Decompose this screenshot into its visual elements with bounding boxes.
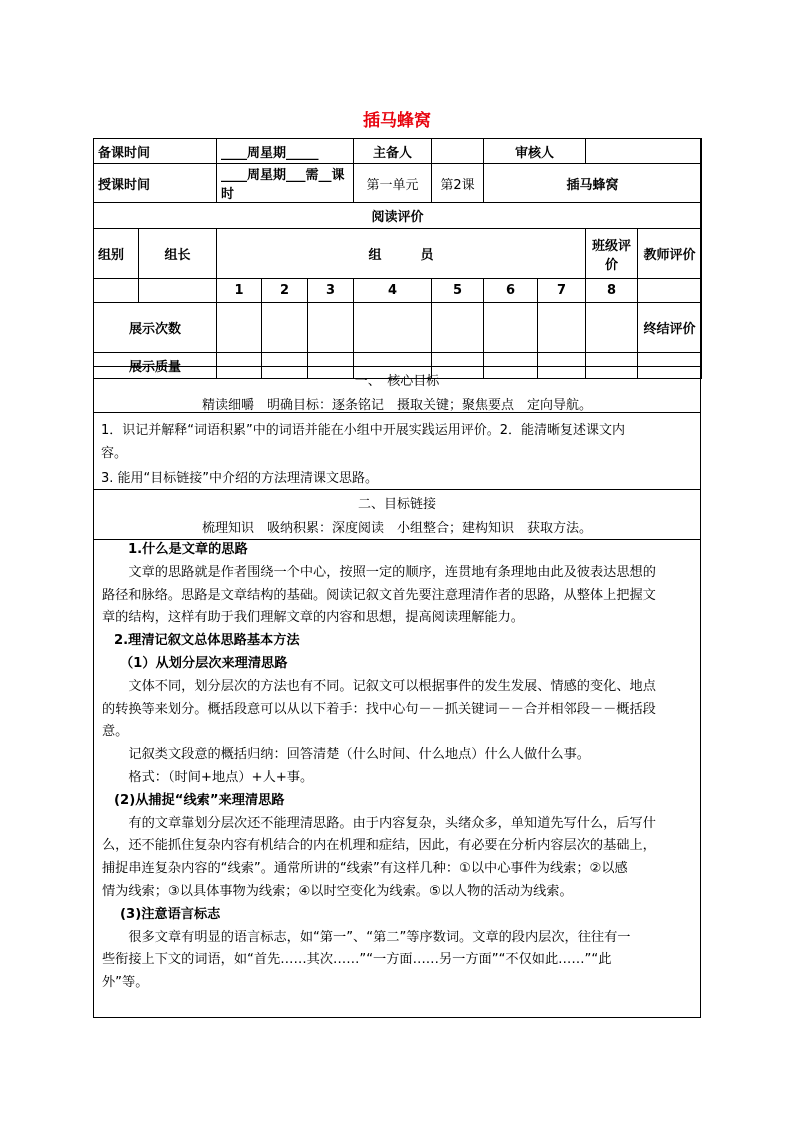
subheading: (2)从捕捉“线索”来理清思路 bbox=[114, 792, 285, 808]
paragraph-line: 情为线索；③以具体事物为线索；④以时空变化为线索。⑤以人物的活动为线索。 bbox=[102, 883, 573, 899]
subheading: 2.理清记叙文总体思路基本方法 bbox=[114, 633, 300, 649]
paragraph-line: 些衔接上下文的词语，如“首先……其次……”“一方面……另一方面”“不仅如此……”“此 bbox=[102, 952, 612, 968]
prep-time-value: ____周星期_____ bbox=[217, 139, 354, 164]
member-number: 7 bbox=[538, 279, 586, 303]
member-number: 3 bbox=[308, 279, 354, 303]
paragraph-line: 有的文章靠划分层次还不能理清思路。由于内容复杂，头绪众多，单知道先写什么，后写什 bbox=[128, 815, 656, 831]
member-number: 2 bbox=[262, 279, 308, 303]
member-number: 8 bbox=[586, 279, 638, 303]
class-eval-label: 班级评价 bbox=[586, 229, 638, 279]
teacher-eval-label: 教师评价 bbox=[638, 229, 702, 279]
section2-body bbox=[102, 539, 692, 995]
paragraph-line: 意。 bbox=[102, 724, 129, 740]
reading-eval-heading: 阅读评价 bbox=[94, 203, 702, 229]
paragraph-line: 的转换等来划分。概括段意可以从以下着手：找中心句－－抓关键词－－合并相邻段－－概括段 bbox=[102, 701, 656, 717]
class-time-label: 授课时间 bbox=[94, 164, 217, 203]
member-number: 4 bbox=[354, 279, 432, 303]
goal-line: 容。 bbox=[101, 446, 128, 461]
paragraph-line: 捕捉串连复杂内容的“线索”。通常所讲的“线索”有这样几种：①以中心事件为线索；②以感 bbox=[102, 861, 628, 877]
goal-line: 1．识记并解释“词语积累”中的词语并能在小组中开展实践运用评价。2．能清晰复述课文内 bbox=[101, 423, 626, 438]
paragraph-line: 文章的思路就是作者围绕一个中心，按照一定的顺序，连贯地有条理地由此及彼表达思想的 bbox=[128, 564, 656, 580]
subheading: （1）从划分层次来理清思路 bbox=[120, 655, 288, 671]
show-count-label: 展示次数 bbox=[94, 303, 217, 353]
paragraph-line: 格式：（时间+地点）+人+事。 bbox=[128, 769, 314, 785]
lesson-number: 第2课 bbox=[432, 164, 484, 203]
section2-heading: 二、目标链接 bbox=[357, 497, 436, 512]
member-number: 5 bbox=[432, 279, 484, 303]
leader-label: 组长 bbox=[139, 229, 217, 279]
subheading: 1.什么是文章的思路 bbox=[128, 542, 248, 557]
section2-subtitle: 梳理知识 吸纳积累：深度阅读 小组整合；建构知识 获取方法。 bbox=[201, 521, 592, 536]
class-time-value: ____周星期___需__课时 bbox=[217, 164, 354, 203]
show-quality-label: 展示质量 bbox=[94, 353, 217, 379]
section-goal-links bbox=[93, 489, 701, 539]
section1-subtitle: 精读细嚼 明确目标：逐条铭记 摄取关键；聚焦要点 定向导航。 bbox=[201, 398, 592, 413]
section-goal-list bbox=[93, 412, 701, 489]
preparer-label: 主备人 bbox=[354, 139, 432, 164]
final-eval-label: 终结评价 bbox=[638, 303, 702, 353]
lesson-title: 插马蜂窝 bbox=[484, 164, 702, 203]
group-label: 组别 bbox=[94, 229, 139, 279]
member-number: 6 bbox=[484, 279, 538, 303]
paragraph-line: 路径和脉络。思路是文章结构的基础。阅读记叙文首先要注意理清作者的思路，从整体上把握文 bbox=[102, 587, 656, 603]
paragraph-line: 文体不同，划分层次的方法也有不同。记叙文可以根据事件的发生发展、情感的变化、地点 bbox=[128, 678, 656, 694]
member-number: 1 bbox=[217, 279, 262, 303]
paragraph-line: 外”等。 bbox=[102, 975, 149, 991]
subheading: (3)注意语言标志 bbox=[120, 906, 221, 922]
goal-line: 3. 能用“目标链接”中介绍的方法理清课文思路。 bbox=[101, 471, 379, 486]
unit-label: 第一单元 bbox=[354, 164, 432, 203]
reviewer-label: 审核人 bbox=[484, 139, 586, 164]
section1-heading: 一、 核心目标 bbox=[354, 374, 440, 389]
section-core-goals bbox=[93, 366, 701, 412]
members-label: 组 员 bbox=[217, 229, 586, 279]
paragraph-line: 记叙类文段意的概括归纳：回答清楚（什么时间、什么地点）什么人做什么事。 bbox=[128, 747, 590, 763]
paragraph-line: 很多文章有明显的语言标志，如“第一”、“第二”等序数词。文章的段内层次，往往有一 bbox=[128, 929, 631, 945]
page-title: 插马蜂窝 bbox=[363, 111, 431, 131]
prep-time-label: 备课时间 bbox=[94, 139, 217, 164]
paragraph-line: 章的结构，这样有助于我们理解文章的内容和思想，提高阅读理解能力。 bbox=[102, 610, 524, 626]
paragraph-line: 么，还不能抓住复杂内容有机结合的内在机理和症结，因此，有必要在分析内容层次的基础上， bbox=[102, 838, 656, 854]
